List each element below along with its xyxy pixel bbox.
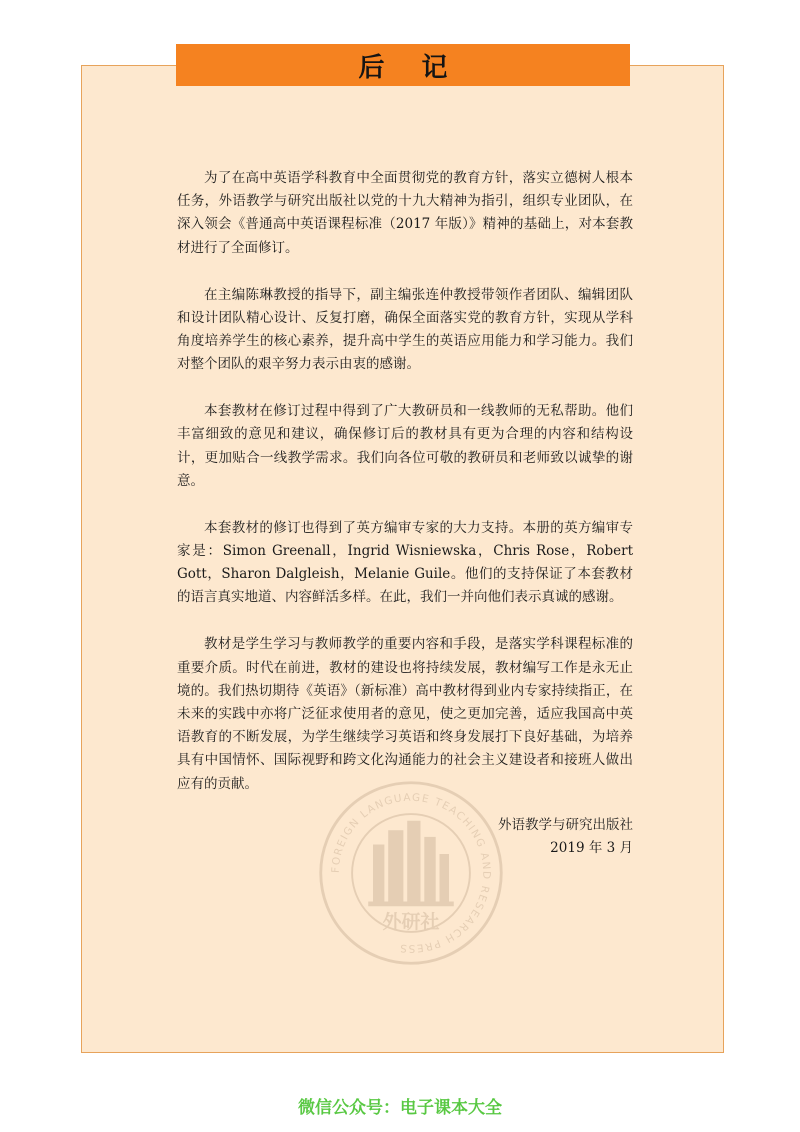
paragraph-1: 为了在高中英语学科教育中全面贯彻党的教育方针，落实立德树人根本任务，外语教学与研究出版社以党的十九大精神为指引，组织专业团队，在深入领会《普通高中英语课程标准（2017 年版）》精神的基础上，对本套教材进行了全面修订。	[177, 170, 633, 256]
signature-date: 2019 年 3 月	[550, 840, 633, 856]
title-banner	[176, 44, 630, 86]
publisher-name: 外语教学与研究出版社	[498, 817, 633, 833]
building-icon	[368, 821, 454, 907]
seal-name: 外研社	[382, 911, 440, 934]
afterword-body	[177, 167, 633, 820]
page-title: 后 记	[358, 52, 462, 83]
paragraph-4: 本套教材的修订也得到了英方编审专家的大力支持。本册的英方编审专家是：Simon Greenall，Ingrid Wisniewska，Chris Rose，Robert Gott，Sharon Dalgleish，Melanie Guile。他们的支持保证了本套教材的语言真实地道、内容鲜活多样。在此，我们一并向他们表示真诚的感谢。	[177, 519, 633, 606]
paragraph-5: 教材是学生学习与教师教学的重要内容和手段，是落实学科课程标准的重要介质。时代在前进，教材的建设也将持续发展，教材编写工作是永无止境的。我们热切期待《英语》（新标准）高中教材得到业内专家持续指正，在未来的实践中亦将广泛征求使用者的意见，使之更加完善，适应我国高中英语教育的不断发展，为学生继续学习英语和终身发展打下良好基础，为培养具有中国情怀、国际视野和跨文化沟通能力的社会主义建设者和接班人做出应有的贡献。	[177, 636, 633, 792]
signature-block	[498, 814, 633, 860]
publisher-seal-watermark	[316, 778, 506, 968]
paragraph-2: 在主编陈琳教授的指导下，副主编张连仲教授带领作者团队、编辑团队和设计团队精心设计、反复打磨，确保全面落实党的教育方针，实现从学科角度培养学生的核心素养，提升高中学生的英语应用能力和学习能力。我们对整个团队的艰辛努力表示由衷的感谢。	[177, 286, 633, 373]
footer-wechat-text: 微信公众号：电子课本大全	[298, 1098, 502, 1118]
seal-ring-text: FOREIGN LANGUAGE TEACHING AND RESEARCH PRESS	[329, 791, 493, 955]
paragraph-3: 本套教材在修订过程中得到了广大教研员和一线教师的无私帮助。他们丰富细致的意见和建议，确保修订后的教材具有更为合理的内容和结构设计，更加贴合一线教学需求。我们向各位可敬的教研员和老师致以诚挚的谢意。	[177, 403, 633, 489]
